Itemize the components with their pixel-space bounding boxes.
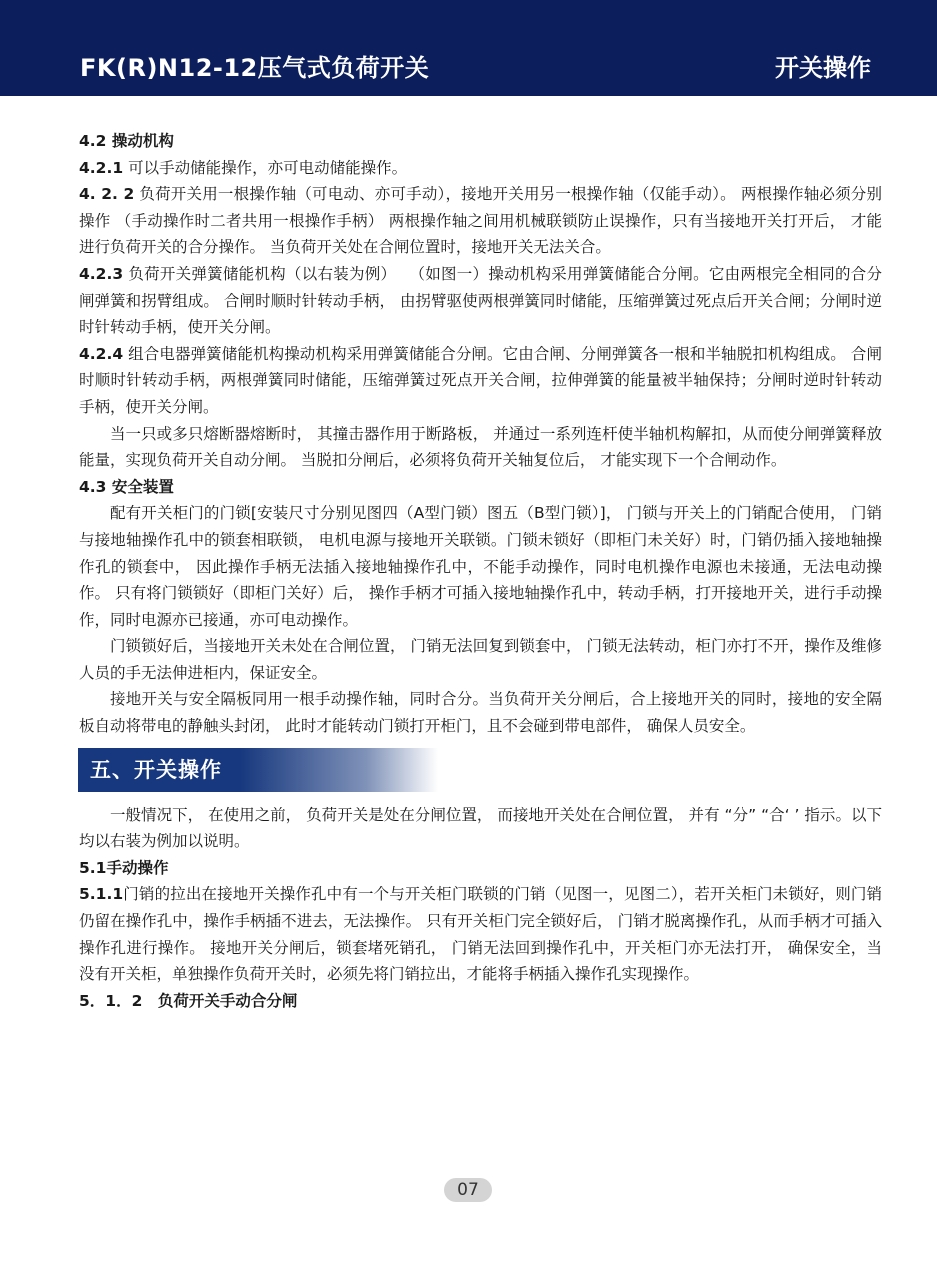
- clause-number: 5.1.1: [79, 885, 124, 904]
- clause-text: 负荷开关弹簧储能机构（以右装为例） （如图一）操动机构采用弹簧储能合分闸。它由两根完全相同的合分闸弹簧和拐臂组成。 合闸时顺时针转动手柄， 由拐臂驱使两根弹簧同时储能，压缩弹簧过死点后开关合闸；分闸时逆时针转动手柄，使开关分闸。: [79, 264, 882, 337]
- clause-number: 4.2.3: [79, 264, 124, 283]
- paragraph-4-2-1: [79, 155, 882, 182]
- clause-number: 4.2.4: [79, 344, 124, 363]
- clause-text: 负荷开关用一根操作轴（可电动、亦可手动），接地开关用另一根操作轴（仅能手动）。 两根操作轴必须分别操作 （手动操作时二者共用一根操作手柄） 两根操作轴之间用机械联锁防止误操作，只有当接地开关打开后， 才能进行负荷开关的合分操作。 当负荷开关处在合闸位置时，接地开关无法关合。: [79, 185, 882, 257]
- clause-text: 可以手动储能操作，亦可电动储能操作。: [123, 158, 408, 177]
- paragraph-section-5-intro: 一般情况下， 在使用之前， 负荷开关是处在分闸位置， 而接地开关处在合闸位置， 并有 “分” “合‘ ’ 指示。以下均以右装为例加以说明。: [79, 805, 882, 851]
- heading-5-1: 5.1手动操作: [79, 858, 169, 877]
- paragraph-4-2-4: [79, 341, 882, 421]
- section-5-banner: [78, 748, 438, 792]
- paragraph-fuse-trip: 当一只或多只熔断器熔断时， 其撞击器作用于断路板， 并通过一系列连杆使半轴机构解扣，从而使分闸弹簧释放能量，实现负荷开关自动分闸。 当脱扣分闸后，必须将负荷开关轴复位后， 才能实现下一个合闸动作。: [79, 424, 882, 470]
- paragraph-4-2-3: [79, 261, 882, 341]
- clause-text: 组合电器弹簧储能机构操动机构采用弹簧储能合分闸。它由合闸、分闸弹簧各一根和半轴脱扣机构组成。 合闸时顺时针转动手柄，两根弹簧同时储能，压缩弹簧过死点开关合闸，拉伸弹簧的能量被半轴保持；分闸时逆时针转动手柄，使开关分闸。: [79, 344, 882, 416]
- paragraph-door-lock: 配有开关柜门的门锁[安装尺寸分别见图四（A型门锁）图五（B型门锁）]， 门锁与开关上的门销配合使用， 门销与接地轴操作孔中的锁套相联锁， 电机电源与接地开关联锁。门锁未锁好（即柜门未关好）时，门销仍插入接地轴操作孔的锁套中， 因此操作手柄无法插入接地轴操作孔中，不能手动操作，同时电机操作电源也未接通，无法电动操作。 只有将门锁锁好（即柜门关好）后， 操作手柄才可插入接地轴操作孔中，转动手柄，打开接地开关，进行手动操作，同时电源亦已接通，亦可电动操作。: [79, 504, 882, 629]
- heading-5-1-2: 5．1．2 负荷开关手动合分闸: [79, 991, 298, 1010]
- paragraph-4-2-2: [79, 181, 882, 261]
- paragraph-earthing-barrier: 接地开关与安全隔板同用一根手动操作轴，同时合分。当负荷开关分闸后，合上接地开关的同时，接地的安全隔板自动将带电的静触头封闭， 此时才能转动门锁打开柜门，且不会碰到带电部件， 确保人员安全。: [79, 690, 882, 736]
- paragraph-5-1-1: [79, 881, 882, 987]
- clause-number: 4. 2. 2: [79, 185, 135, 204]
- heading-4-2: 4.2 操动机构: [79, 132, 174, 150]
- clause-text: 门销的拉出在接地开关操作孔中有一个与开关柜门联锁的门销（见图一，见图二），若开关柜门未锁好，则门销仍留在操作孔中，操作手柄插不进去，无法操作。 只有开关柜门完全锁好后， 门销才脱离操作孔，从而手柄才可插入操作孔进行操作。 接地开关分闸后，锁套堵死销孔， 门销无法回到操作孔中，开关柜门亦无法打开， 确保安全，当没有开关柜，单独操作负荷开关时，必须先将门销拉出，才能将手柄插入操作孔实现操作。: [79, 885, 882, 984]
- banner-title: 五、开关操作: [90, 757, 222, 782]
- page-content: [79, 128, 882, 1014]
- paragraph-door-locked: 门锁锁好后，当接地开关未处在合闸位置， 门销无法回复到锁套中， 门锁无法转动，柜门亦打不开，操作及维修人员的手无法伸进柜内，保证安全。: [79, 637, 882, 682]
- page-header: [0, 0, 937, 96]
- page-number: 07: [444, 1178, 492, 1202]
- clause-number: 4.2.1: [79, 158, 124, 177]
- document-title: FK(R)N12-12压气式负荷开关: [80, 54, 430, 82]
- heading-4-3: 4.3 安全装置: [79, 477, 174, 496]
- section-title: 开关操作: [775, 54, 871, 82]
